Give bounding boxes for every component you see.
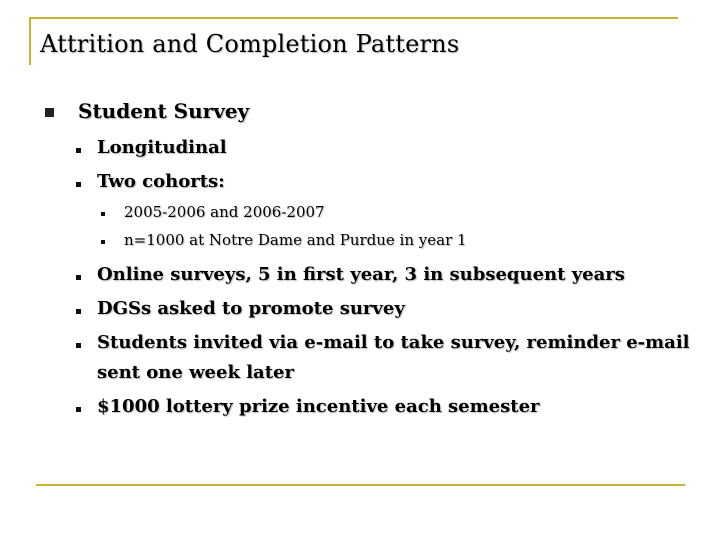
bullet-two-cohorts: Two cohorts: xyxy=(97,171,225,192)
bottom-rule xyxy=(36,484,685,486)
bullet-online-surveys: Online surveys, 5 in first year, 3 in subsequent years xyxy=(97,264,625,285)
small-square-bullet-icon xyxy=(76,275,81,280)
bullet-students-invited: Students invited via e-mail to take survey, reminder e-mail xyxy=(97,332,690,353)
bullet-student-survey: Student Survey xyxy=(78,99,250,123)
bullet-dgs-promote: DGSs asked to promote survey xyxy=(97,298,405,319)
square-bullet-icon xyxy=(45,108,54,117)
bullet-longitudinal: Longitudinal xyxy=(97,137,227,158)
tiny-square-bullet-icon xyxy=(101,240,105,244)
slide-title: Attrition and Completion Patterns xyxy=(40,30,460,58)
small-square-bullet-icon xyxy=(76,182,81,187)
small-square-bullet-icon xyxy=(76,309,81,314)
tiny-square-bullet-icon xyxy=(101,212,105,216)
small-square-bullet-icon xyxy=(76,148,81,153)
small-square-bullet-icon xyxy=(76,343,81,348)
bullet-cohort-years: 2005-2006 and 2006-2007 xyxy=(124,203,325,221)
small-square-bullet-icon xyxy=(76,407,81,412)
bullet-lottery-prize: $1000 lottery prize incentive each semester xyxy=(97,396,540,417)
bullet-sample-size: n=1000 at Notre Dame and Purdue in year 1 xyxy=(124,231,467,249)
title-left-rule xyxy=(29,17,31,65)
bullet-students-invited-cont: sent one week later xyxy=(97,362,294,383)
title-top-rule xyxy=(29,17,678,19)
